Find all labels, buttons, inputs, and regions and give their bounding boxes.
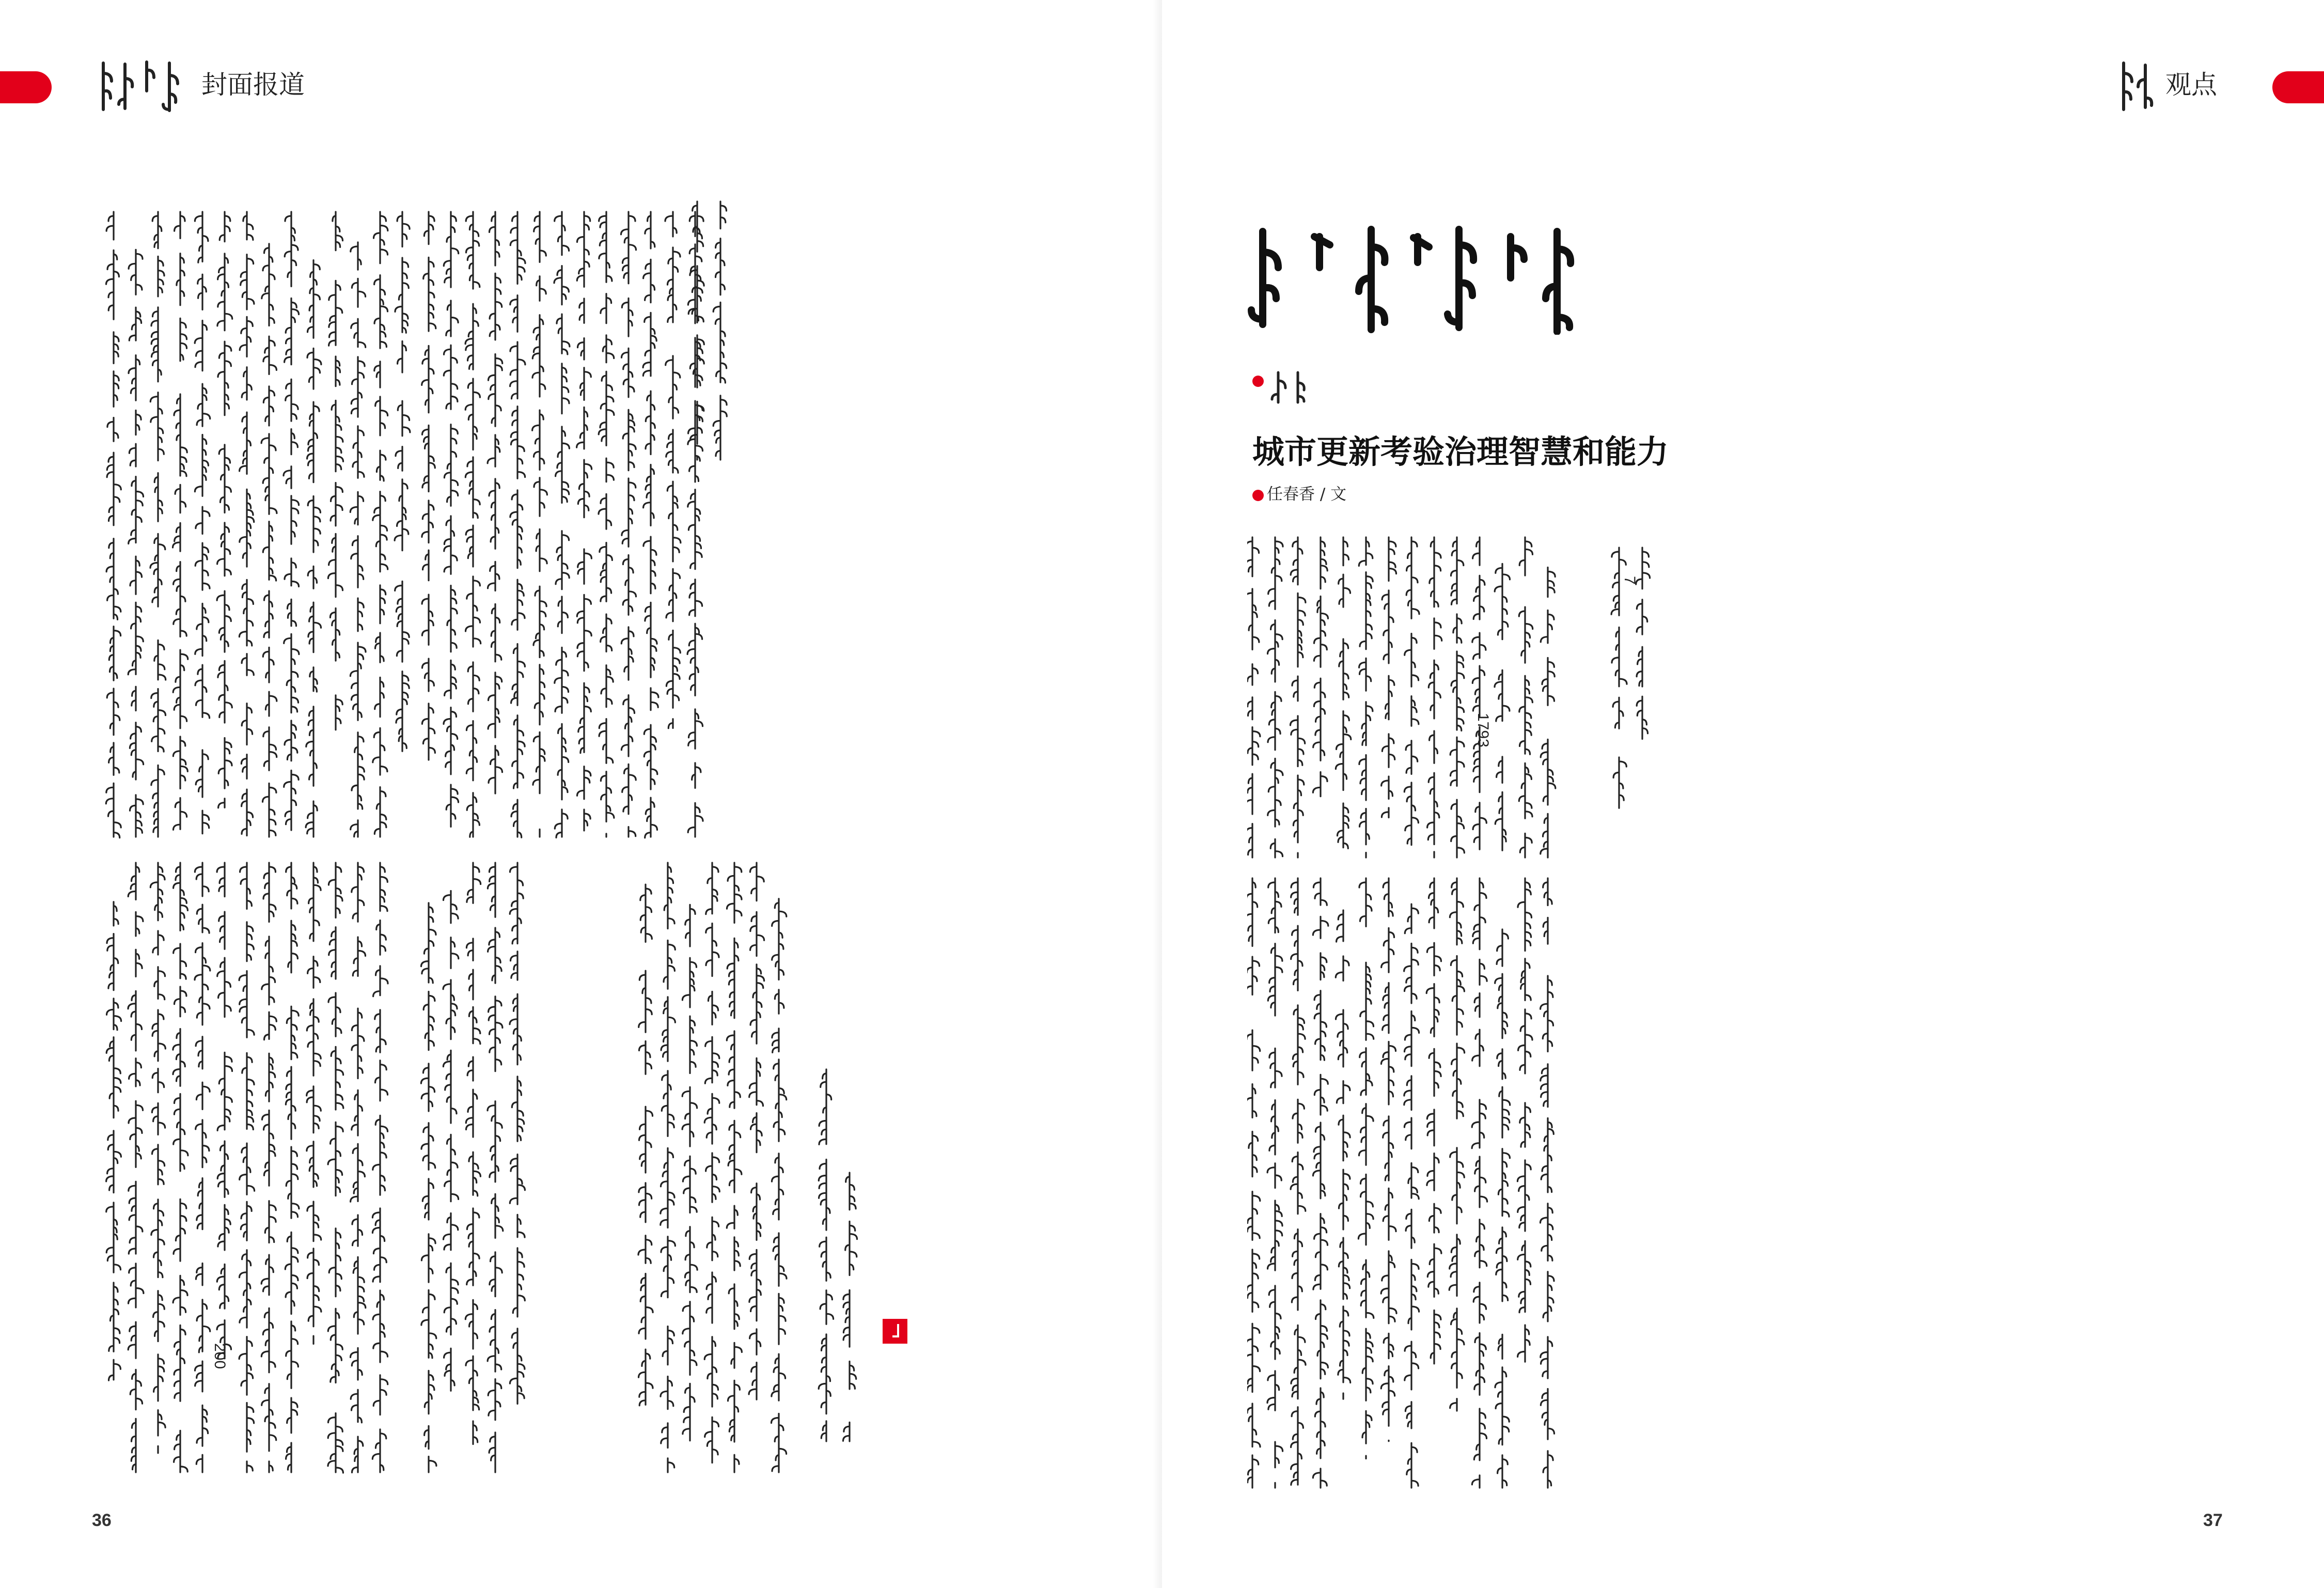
section-title: 封面报道 [201, 70, 305, 100]
author-red-dot-icon [1252, 490, 1264, 501]
red-square-paragraph-marker-icon [883, 1319, 907, 1344]
article-title: 城市更新考验治理智慧和能力 [1252, 433, 1669, 471]
author-byline [1252, 484, 1346, 505]
inline-number-200: 200 [211, 1343, 228, 1369]
page-number-right: 37 [2203, 1511, 2223, 1530]
mongolian-body-text-left [98, 191, 1048, 1493]
author-name-mongolian-icon [1268, 369, 1314, 406]
mongolian-body-text-right [1247, 527, 2094, 1498]
inline-number-7: 7 [1621, 576, 1638, 585]
mongolian-section-label-icon [93, 58, 191, 115]
article-title-mongolian-icon [1242, 221, 1583, 335]
section-tab-marker [2272, 71, 2324, 103]
mongolian-section-label-icon [2112, 58, 2159, 115]
section-tab-marker [0, 71, 52, 103]
page-number-left: 36 [92, 1511, 112, 1530]
author-red-dot-icon [1252, 376, 1264, 387]
section-title: 观点 [2165, 70, 2217, 100]
inline-number-1793: 1793 [1474, 713, 1491, 748]
author-name: 任春香 / 文 [1267, 485, 1347, 504]
